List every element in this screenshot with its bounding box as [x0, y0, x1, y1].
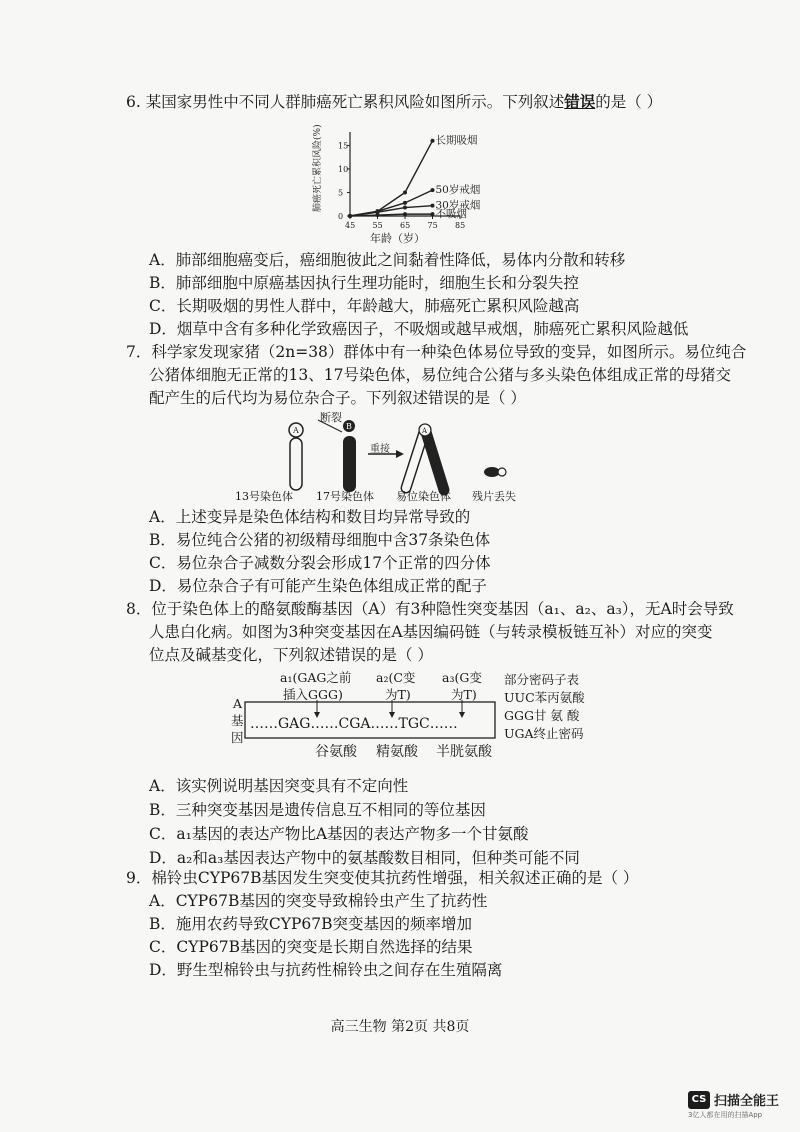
data-point — [403, 190, 407, 194]
chromosome-17 — [343, 420, 356, 492]
amino-acid-3: 半胱氨酸 — [436, 744, 492, 760]
q7-option-a: A．上述变异是染色体结构和数目均异常导致的 — [149, 508, 471, 526]
q9-option-d: D．野生型棉铃虫与抗药性棉铃虫之间存在生殖隔离 — [149, 961, 503, 979]
q6-line-chart — [300, 120, 510, 250]
svg-text:A: A — [422, 427, 428, 435]
label-translocation: 易位染色体 — [396, 490, 451, 503]
label-17: 17号染色体 — [316, 490, 374, 503]
mutation-a2-label: a₂(C变 — [376, 670, 416, 685]
q8-option-d: D．a₂和a₃基因表达产物中的氨基酸数目相同，但种类可能不同 — [149, 849, 580, 867]
codon-table-title: 部分密码子表 — [504, 672, 580, 687]
series-label: 50岁戒烟 — [435, 184, 481, 197]
y-axis-label: 肺癌死亡累积风险(%) — [313, 124, 323, 212]
q7-option-d: D．易位杂合子有可能产生染色体组成正常的配子 — [149, 577, 487, 595]
q7-option-b: B．易位纯合公猪的初级精母细胞中含37条染色体 — [149, 531, 491, 549]
q6-option-c: C．长期吸烟的男性人群中，年龄越大，肺癌死亡累积风险越高 — [149, 297, 580, 315]
gene-label-ji: 基 — [231, 713, 244, 728]
break-label: 断裂 — [320, 411, 342, 424]
gene-label-yin: 因 — [231, 730, 244, 745]
lost-fragment — [484, 467, 506, 477]
x-axis-label: 年龄（岁） — [370, 232, 425, 245]
gene-label-a: A — [233, 696, 243, 711]
amino-acid-2: 精氨酸 — [376, 744, 418, 760]
q9-option-a: A．CYP67B基因的突变导致棉铃虫产生了抗药性 — [149, 892, 488, 910]
q9-option-b: B．施用农药导致CYP67B突变基因的频率增加 — [149, 915, 473, 933]
q6-option-a: A．肺部细胞癌变后，癌细胞彼此之间黏着性降低，易体内分散和转移 — [149, 251, 626, 269]
amino-acid-1: 谷氨酸 — [315, 744, 357, 760]
question-7-line-1: 7．科学家发现家猪（2n=38）群体中有一种染色体易位导致的变异，如图所示。易位纯合 — [126, 343, 747, 361]
svg-text:B: B — [346, 422, 352, 431]
x-tick-label: 45 — [345, 221, 356, 230]
question-8-line-2: 人患白化病。如图为3种突变基因在A基因编码链（与转录模板链互补）对应的突变 — [149, 623, 713, 641]
data-point — [376, 213, 380, 217]
scanner-watermark — [688, 1090, 779, 1109]
y-tick-label: 0 — [338, 212, 344, 221]
q6-option-d: D．烟草中含有多种化学致癌因子，不吸烟或越早戒烟，肺癌死亡累积风险越低 — [149, 320, 689, 338]
series-line — [350, 141, 433, 216]
data-point — [431, 139, 435, 143]
mutation-a1-label-2: 插入GGG) — [283, 687, 343, 702]
question-7-line-2: 公猪体细胞无正常的13、17号染色体，易位纯合公猪与多头染色体组成正常的母猪交 — [149, 366, 731, 384]
question-6-stem: 6. 某国家男性中不同人群肺癌死亡累积风险如图所示。下列叙述错误的是（ ） — [126, 92, 663, 111]
codon-table-row-3: UGA终止密码 — [504, 726, 584, 741]
x-tick-label: 65 — [400, 221, 411, 230]
scanner-tagline: 3亿人都在用的扫描App — [688, 1111, 763, 1119]
question-7-line-3: 配产生的后代均为易位杂合子。下列叙述错误的是（ ） — [149, 389, 526, 407]
codon-table-row-1: UUC苯丙氨酸 — [504, 690, 585, 705]
scanner-logo-icon: CS — [688, 1091, 710, 1109]
data-point — [431, 188, 435, 192]
series-label: 不吸烟 — [435, 208, 467, 221]
y-tick-label: 5 — [338, 188, 344, 198]
y-tick-label: 15 — [338, 141, 349, 151]
question-8-line-1: 8．位于染色体上的酪氨酸酶基因（A）有3种隐性突变基因（a₁、a₂、a₃），无A时会导致 — [126, 600, 734, 618]
label-13: 13号染色体 — [235, 490, 293, 503]
q8-option-b: B．三种突变基因是遗传信息互不相同的等位基因 — [149, 801, 486, 819]
mutation-a3-label: a₃(G变 — [442, 670, 482, 685]
y-tick-label: 10 — [338, 164, 349, 174]
page-footer: 高三生物 第2页 共8页 — [330, 1019, 470, 1035]
mutation-a1-label: a₁(GAG之前 — [280, 670, 352, 685]
q6-option-b: B．肺部细胞中原癌基因执行生理功能时，细胞生长和分裂失控 — [149, 274, 579, 292]
x-tick-label: 55 — [372, 221, 383, 230]
data-point — [403, 212, 407, 216]
data-point — [431, 212, 435, 216]
svg-text:A: A — [293, 426, 299, 435]
gene-sequence: ……GAG……CGA……TGC…… — [250, 716, 458, 732]
scanner-name: 扫描全能王 — [714, 1094, 780, 1109]
data-point — [348, 214, 352, 218]
label-lost: 残片丢失 — [472, 490, 516, 503]
question-8-line-3: 位点及碱基变化，下列叙述错误的是（ ） — [149, 646, 433, 664]
mutation-a2-label-2: 为T) — [385, 687, 411, 702]
chromosome-13 — [289, 423, 303, 490]
rejoin-label: 重接 — [370, 444, 390, 455]
data-point — [403, 201, 407, 205]
q9-option-c: C．CYP67B基因的突变是长期自然选择的结果 — [149, 938, 473, 956]
series-label: 长期吸烟 — [435, 134, 478, 147]
x-tick-label: 85 — [455, 221, 466, 230]
data-point — [403, 206, 407, 210]
data-point — [431, 204, 435, 208]
x-tick-label: 75 — [427, 221, 438, 230]
translocation-chromosome — [406, 424, 444, 490]
codon-table-row-2: GGG甘 氨 酸 — [504, 708, 580, 723]
q8-option-c: C．a₁基因的表达产物比A基因的表达产物多一个甘氨酸 — [149, 825, 529, 843]
q8-option-a: A．该实例说明基因突变具有不定向性 — [149, 777, 409, 795]
mutation-a3-label-2: 为T) — [451, 687, 477, 702]
question-9-stem: 9．棉铃虫CYP67B基因发生突变使其抗药性增强，相关叙述正确的是（ ） — [126, 869, 639, 887]
series-label: 30岁戒烟 — [435, 199, 481, 212]
series-line — [350, 190, 433, 216]
q7-option-c: C．易位杂合子减数分裂会形成17个正常的四分体 — [149, 554, 491, 572]
